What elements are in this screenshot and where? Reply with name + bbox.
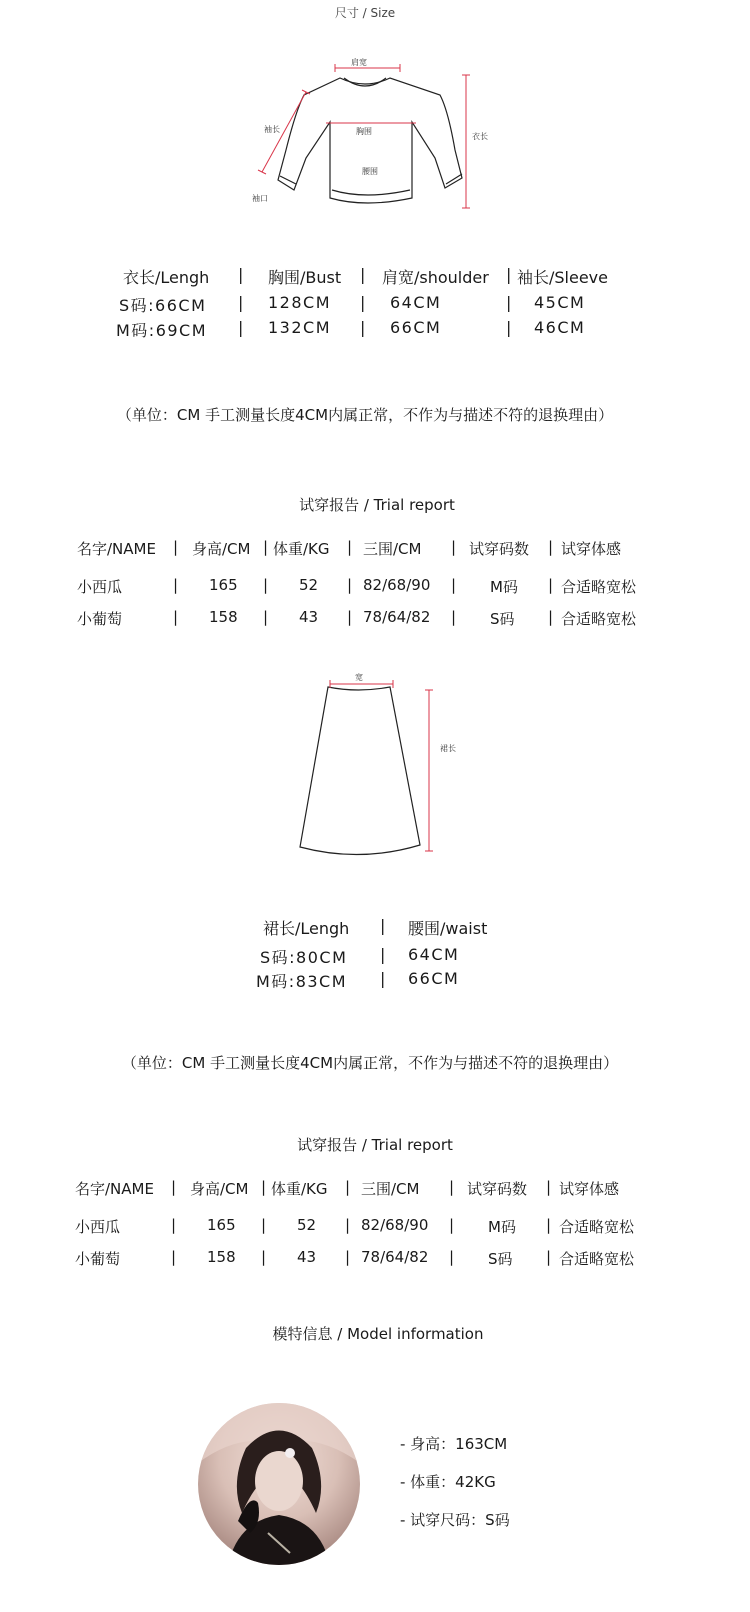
trial-row2-name: 小葡萄 <box>77 610 123 628</box>
label-bust: 胸围 <box>356 127 372 136</box>
skirt-header-waist: 腰围/waist <box>408 919 488 938</box>
model-height: - 身高：163CM <box>400 1435 508 1453</box>
trial2-header-height: 身高/CM <box>190 1180 249 1198</box>
trial-row1-measurements: 82/68/90 <box>363 576 431 594</box>
separator: | <box>261 1178 267 1196</box>
trial2-header-weight: 体重/KG <box>271 1180 328 1198</box>
trial2-header-feel: 试穿体感 <box>559 1180 620 1198</box>
trial2-row2-measurements: 78/64/82 <box>361 1248 429 1266</box>
separator: | <box>360 265 366 284</box>
label-cuff: 袖口 <box>252 194 268 203</box>
trial2-row2-weight: 43 <box>297 1248 317 1266</box>
skirt-header-length: 裙长/Lengh <box>263 919 350 938</box>
label-waist: 腰围 <box>362 167 378 176</box>
trial-header-weight: 体重/KG <box>273 540 330 558</box>
separator: | <box>347 538 353 556</box>
trial2-row2-height: 158 <box>207 1248 236 1266</box>
trial-row1-name: 小西瓜 <box>77 578 123 596</box>
trial2-header-measurements: 三围/CM <box>361 1180 420 1198</box>
separator: | <box>345 1178 351 1196</box>
separator: | <box>173 608 179 626</box>
top-row-m-bust: 132CM <box>268 318 332 337</box>
trial2-row2-size: S码 <box>488 1250 513 1268</box>
separator: | <box>261 1248 267 1266</box>
skirt-row-m-length: M码:83CM <box>256 972 348 991</box>
trial2-header-size: 试穿码数 <box>467 1180 528 1198</box>
trial-header-height: 身高/CM <box>192 540 251 558</box>
separator: | <box>451 608 457 626</box>
top-row-s-length: S码:66CM <box>119 296 207 315</box>
separator: | <box>506 265 512 284</box>
trial-row2-feel: 合适略宽松 <box>561 610 637 628</box>
trial-row1-size: M码 <box>490 578 518 596</box>
separator: | <box>261 1216 267 1234</box>
trial-row2-measurements: 78/64/82 <box>363 608 431 626</box>
skirt-row-s-waist: 64CM <box>408 945 460 964</box>
trial2-row2-name: 小葡萄 <box>75 1250 121 1268</box>
trial-header-measurements: 三围/CM <box>363 540 422 558</box>
trial-header-size: 试穿码数 <box>469 540 530 558</box>
measurement-note-2: （单位：CM 手工测量长度4CM内属正常，不作为与描述不符的退换理由） <box>121 1054 619 1072</box>
label-skirt-length: 裙长 <box>440 744 456 753</box>
separator: | <box>548 608 554 626</box>
top-row-m-sleeve: 46CM <box>534 318 586 337</box>
top-row-s-bust: 128CM <box>268 293 332 312</box>
top-header-shoulder: 肩宽/shoulder <box>382 268 489 287</box>
separator: | <box>238 265 244 284</box>
separator: | <box>347 608 353 626</box>
trial-row1-feel: 合适略宽松 <box>561 578 637 596</box>
separator: | <box>506 293 512 312</box>
separator: | <box>360 293 366 312</box>
trial2-row1-weight: 52 <box>297 1216 317 1234</box>
trial2-row2-feel: 合适略宽松 <box>559 1250 635 1268</box>
separator: | <box>546 1248 552 1266</box>
top-row-m-shoulder: 66CM <box>390 318 442 337</box>
trial-report-title-2: 试穿报告 / Trial report <box>297 1136 453 1154</box>
separator: | <box>171 1248 177 1266</box>
separator: | <box>171 1178 177 1196</box>
trial2-row1-feel: 合适略宽松 <box>559 1218 635 1236</box>
model-size: - 试穿尺码：S码 <box>400 1511 510 1529</box>
separator: | <box>360 318 366 337</box>
size-header: 尺寸 / Size <box>334 6 396 20</box>
top-header-bust: 胸围/Bust <box>268 268 342 287</box>
separator: | <box>548 576 554 594</box>
trial-row2-weight: 43 <box>299 608 319 626</box>
separator: | <box>449 1248 455 1266</box>
separator: | <box>263 576 269 594</box>
label-skirt-width: 宽 <box>355 673 363 682</box>
top-row-s-sleeve: 45CM <box>534 293 586 312</box>
trial-report-title: 试穿报告 / Trial report <box>299 496 455 514</box>
label-length: 衣长 <box>472 132 488 141</box>
separator: | <box>380 945 386 964</box>
top-header-length: 衣长/Lengh <box>123 268 210 287</box>
trial-header-name: 名字/NAME <box>77 540 156 558</box>
separator: | <box>380 969 386 988</box>
separator: | <box>347 576 353 594</box>
separator: | <box>345 1216 351 1234</box>
separator: | <box>173 576 179 594</box>
label-sleeve: 袖长 <box>264 125 280 134</box>
model-info-title: 模特信息 / Model information <box>272 1325 484 1343</box>
trial-header-feel: 试穿体感 <box>561 540 622 558</box>
separator: | <box>380 916 386 935</box>
measurement-note: （单位：CM 手工测量长度4CM内属正常，不作为与描述不符的退换理由） <box>116 406 614 424</box>
top-row-s-shoulder: 64CM <box>390 293 442 312</box>
skirt-row-s-length: S码:80CM <box>260 948 348 967</box>
separator: | <box>238 318 244 337</box>
skirt-row-m-waist: 66CM <box>408 969 460 988</box>
separator: | <box>548 538 554 556</box>
model-photo <box>198 1403 360 1565</box>
separator: | <box>263 608 269 626</box>
label-shoulder: 肩宽 <box>351 58 367 67</box>
separator: | <box>449 1178 455 1196</box>
trial2-row1-measurements: 82/68/90 <box>361 1216 429 1234</box>
trial2-row1-size: M码 <box>488 1218 516 1236</box>
separator: | <box>449 1216 455 1234</box>
trial-row2-height: 158 <box>209 608 238 626</box>
separator: | <box>506 318 512 337</box>
separator: | <box>546 1178 552 1196</box>
separator: | <box>451 576 457 594</box>
model-weight: - 体重：42KG <box>400 1473 496 1491</box>
separator: | <box>451 538 457 556</box>
top-row-m-length: M码:69CM <box>116 321 208 340</box>
separator: | <box>345 1248 351 1266</box>
top-header-sleeve: 袖长/Sleeve <box>517 268 608 287</box>
skirt-diagram <box>290 665 470 865</box>
separator: | <box>171 1216 177 1234</box>
trial2-row1-height: 165 <box>207 1216 236 1234</box>
separator: | <box>263 538 269 556</box>
trial-row1-weight: 52 <box>299 576 319 594</box>
trial2-header-name: 名字/NAME <box>75 1180 154 1198</box>
separator: | <box>173 538 179 556</box>
separator: | <box>546 1216 552 1234</box>
trial2-row1-name: 小西瓜 <box>75 1218 121 1236</box>
trial-row1-height: 165 <box>209 576 238 594</box>
trial-row2-size: S码 <box>490 610 515 628</box>
separator: | <box>238 293 244 312</box>
